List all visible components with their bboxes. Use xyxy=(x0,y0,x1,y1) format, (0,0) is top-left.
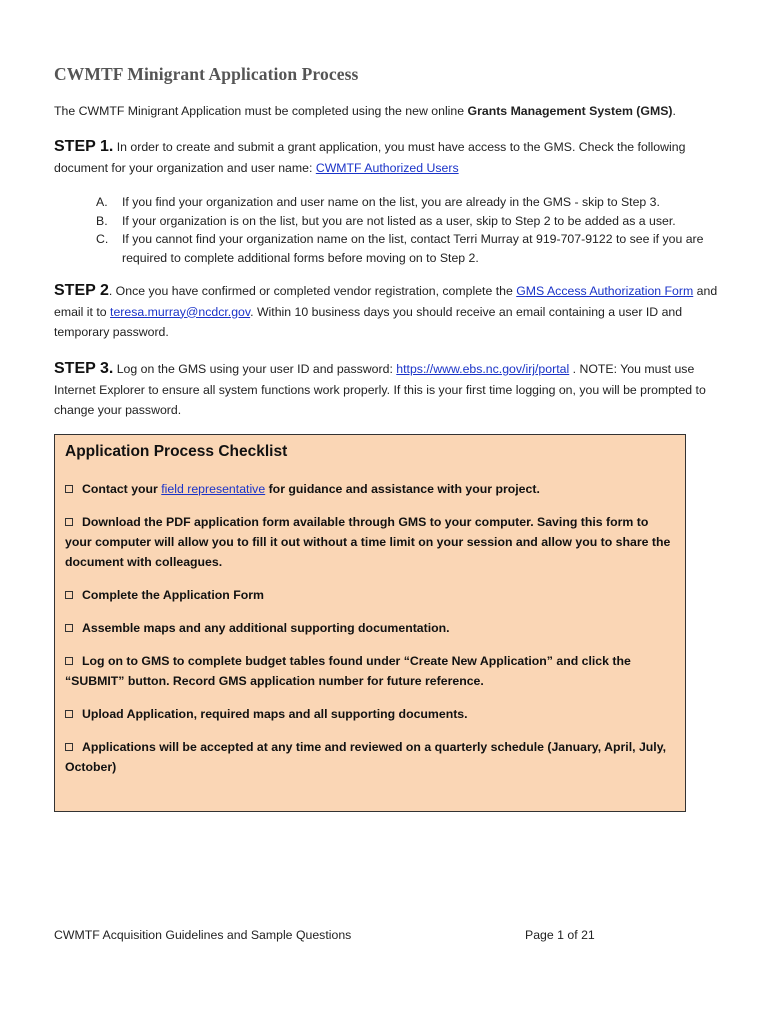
intro-text: The CWMTF Minigrant Application must be completed using the new online xyxy=(54,104,468,118)
checklist-item-text: Assemble maps and any additional supporting documentation. xyxy=(82,621,450,635)
step3-label: STEP 3. xyxy=(54,360,114,377)
checklist-item xyxy=(65,585,677,605)
checklist-item-text: Download the PDF application form available through GMS to your computer. Saving this form to your computer will allow you to fill it out without a time limit on your session and allow you to share the document with colleagues. xyxy=(65,515,671,569)
checklist-item xyxy=(65,704,677,724)
checklist-item xyxy=(65,737,677,777)
checklist-item-text: Upload Application, required maps and all supporting documents. xyxy=(82,707,468,721)
step2-label: STEP 2 xyxy=(54,282,109,299)
gms-portal-link[interactable]: https://www.ebs.nc.gov/irj/portal xyxy=(396,362,570,376)
page-title: CWMTF Minigrant Application Process xyxy=(54,64,359,84)
step2-text: . Within 10 business days you should receive an email containing a user ID and temporary password. xyxy=(54,304,683,339)
list-item-text: If you find your organization and user name on the list, you are already in the GMS - skip to Step 3. xyxy=(122,195,660,209)
checkbox-icon[interactable] xyxy=(65,710,73,718)
checkbox-icon[interactable] xyxy=(65,485,73,493)
checklist-item-text: Applications will be accepted at any time and reviewed on a quarterly schedule (January, April, July, October) xyxy=(65,740,667,774)
step1-options-list xyxy=(96,193,726,267)
intro-bold-text: Grants Management System (GMS) xyxy=(467,104,673,118)
step1-text: In order to create and submit a grant application, you must have access to the GMS. Check the following document for your organization and user name: xyxy=(54,140,686,175)
checkbox-icon[interactable] xyxy=(65,518,73,526)
checklist-item-text: Contact your xyxy=(82,482,162,496)
step2-text: . Once you have confirmed or completed vendor registration, complete the xyxy=(108,284,517,298)
step1-label: STEP 1. xyxy=(54,138,114,155)
checkbox-icon[interactable] xyxy=(65,743,73,751)
step2-paragraph xyxy=(54,281,724,343)
step2-text: and email it to xyxy=(54,284,718,319)
list-marker: A. xyxy=(96,195,108,209)
intro-end: . xyxy=(672,104,676,118)
page-number: Page 1 of 21 xyxy=(525,928,595,942)
checkbox-icon[interactable] xyxy=(65,591,73,599)
checklist-title: Application Process Checklist xyxy=(65,443,288,460)
list-item xyxy=(96,193,726,212)
checklist-item xyxy=(65,618,677,638)
checklist-item-text: Log on to GMS to complete budget tables found under “Create New Application” and click the “SUBMIT” button. Record GMS application number for future reference. xyxy=(65,654,631,688)
gms-access-form-link[interactable]: GMS Access Authorization Form xyxy=(516,284,694,298)
intro-paragraph xyxy=(54,101,724,122)
list-item-text: If your organization is on the list, but you are not listed as a user, skip to Step 2 to be added as a user. xyxy=(122,213,676,228)
field-representative-link[interactable]: field representative xyxy=(161,482,266,496)
checklist-item xyxy=(65,479,677,499)
checklist-item xyxy=(65,512,677,572)
step1-paragraph xyxy=(54,137,724,178)
list-item xyxy=(96,212,726,231)
email-link[interactable]: teresa.murray@ncdcr.gov xyxy=(110,304,251,319)
list-item-text: If you cannot find your organization name on the list, contact Terri Murray at 919-707-9122 to see if you are required to complete additional forms before moving on to Step 2. xyxy=(122,232,704,265)
list-marker: C. xyxy=(96,232,109,246)
checklist-item-text: for guidance and assistance with your project. xyxy=(265,482,540,496)
list-item xyxy=(96,230,726,267)
checklist-item xyxy=(65,651,677,691)
step3-text: Log on the GMS using your user ID and password: xyxy=(113,362,397,376)
authorized-users-link[interactable]: CWMTF Authorized Users xyxy=(315,160,459,175)
footer-title: CWMTF Acquisition Guidelines and Sample Questions xyxy=(54,928,352,942)
checklist-box xyxy=(54,434,686,812)
checkbox-icon[interactable] xyxy=(65,624,73,632)
checklist-item-text: Complete the Application Form xyxy=(82,588,264,602)
list-marker: B. xyxy=(96,213,108,228)
step3-paragraph xyxy=(54,359,724,421)
step3-text: . NOTE: You must use Internet Explorer to ensure all system functions work properly. If this is your first time logging on, you will be prompted to change your password. xyxy=(54,362,706,417)
checkbox-icon[interactable] xyxy=(65,657,73,665)
